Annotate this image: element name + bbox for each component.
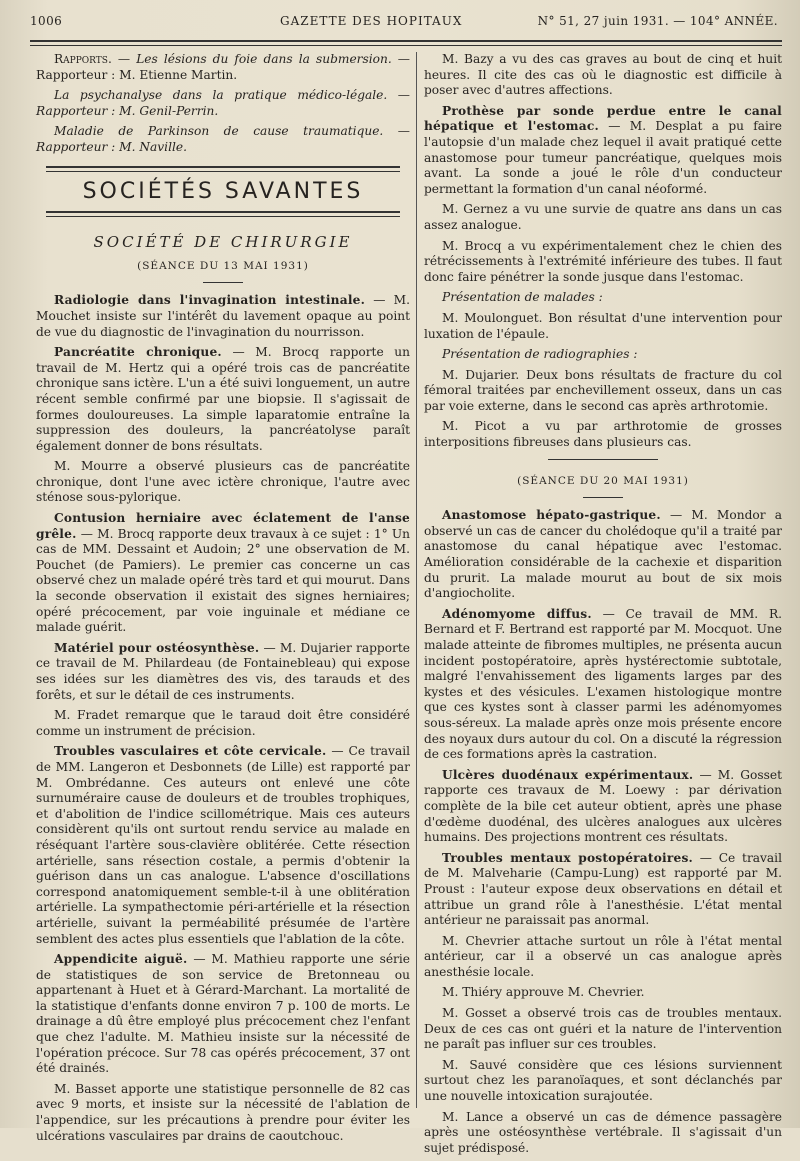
seance-date: (SÉANCE DU 13 MAI 1931): [137, 259, 309, 272]
article-troubles-mentaux: Troubles mentaux postopératoires. — Ce travail de M. Malveharie (Campu-Lung) est rapporté par M. Proust : l'auteur expose deux observations en détail et attribue un grand rôle à l'anesthésie. L'état mental antérieur ne paraissait pas anormal.: [424, 850, 782, 928]
article-paragraph: M. Bazy a vu des cas graves au bout de cinq et huit heures. Il cite des cas où le diagnostic est difficile à poser avec d'autres affections.: [424, 52, 782, 98]
article-troubles-vasculaires: Troubles vasculaires et côte cervicale. — Ce travail de MM. Langeron et Desbonnets (de Lille) est rapporté par M. Ombrédanne. Ces auteurs ont enlevé une côte surnuméraire cause de douleurs et de troubles trophiques, et d'abolition de l'indice scillométrique. Mais ces auteurs considèrent qu'ils ont surtout rendu service au malade en réséquant l'artère sous-clavière oblitérée. Cette résection artérielle, sans résection costale, a permis d'obtenir la guérison dans un cas analogue. L'absence d'oscillations correspond anatomiquement semble-t-il à une oblitération artérielle. La sympathectomie péri-artérielle et la résection artérielle, suivant la perméabilité présumée de l'artère semblent des actes plus essentiels que l'ablation de la côte.: [36, 744, 411, 946]
article-paragraph: M. Gosset a observé trois cas de troubles mentaux. Deux de ces cas ont guéri et la nature de l'intervention ne paraît pas influer sur ces troubles.: [424, 1006, 782, 1052]
article-radiologie: Radiologie dans l'invagination intestinale. — M. Mouchet insiste sur l'intérêt du lavement opaque au point de vue du diagnostic de l'invagination du nourrisson.: [36, 293, 410, 339]
page-header: [30, 10, 788, 36]
article-paragraph: M. Chevrier attache surtout un rôle à l'état mental antérieur, car il a observé un cas analogue après anesthésie locale.: [424, 933, 782, 979]
article-prothese: Prothèse par sonde perdue entre le canal hépatique et l'estomac. — M. Desplat a pu faire l'autopsie d'un malade chez lequel il avait pratiqué cette anastomose pour tumeur pancréatique, quelques mois avant. La sonde a joué le rôle d'un conducteur permettant la formation d'un canal néoformé.: [424, 103, 782, 196]
article-paragraph: M. Dujarier. Deux bons résultats de fracture du col fémoral traitées par enchevillement osseux, dans un cas par voie externe, dans le second cas après arthrotomie.: [424, 367, 782, 413]
double-rule: [46, 211, 400, 217]
article-paragraph: M. Gernez a vu une survie de quatre ans dans un cas assez analogue.: [424, 202, 782, 232]
double-rule: [46, 166, 400, 172]
rapport-3: Maladie de Parkinson de cause traumatique. — Rapporteur : M. Naville.: [36, 124, 410, 154]
short-rule: [583, 497, 623, 498]
article-paragraph: M. Lance a observé un cas de démence passagère après une ostéosynthèse vertébrale. Il s'agissait d'un sujet prédisposé.: [424, 1109, 782, 1155]
separator-rule: [548, 459, 658, 460]
journal-title: GAZETTE DES HOPITAUX: [280, 14, 463, 28]
presentation-heading: Présentation de radiographies :: [442, 347, 638, 362]
left-column: [36, 52, 410, 1149]
article-paragraph: M. Moulonguet. Bon résultat d'une intervention pour luxation de l'épaule.: [424, 310, 782, 341]
article-contusion: Contusion herniaire avec éclatement de l'anse grêle. — M. Brocq rapporte deux travaux à ce sujet : 1° Un cas de MM. Dessaint et Audoin; 2° une observation de M. Pouchet (de Pamiers). Le premier cas concerne un cas observé chez un malade opéré très tard et qui mourut. Dans la seconde observation il existait des signes herniaires; opéré précocement, par voie inguinale et médiane ce malade guérit.: [36, 511, 410, 635]
article-paragraph: M. Picot a vu par arthrotomie de grosses interpositions fibreuses dans plusieurs cas.: [424, 419, 782, 450]
presentation-heading: Présentation de malades :: [442, 290, 603, 305]
rapport-1: Rapports. — Les lésions du foie dans la submersion. — Rapporteur : M. Etienne Martin.: [36, 52, 410, 82]
article-paragraph: M. Basset apporte une statistique personnelle de 82 cas avec 9 morts, et insiste sur la nécessité de l'ablation de l'appendice, sur les précautions à prendre pour éviter les ulcérations vasculaires par drains de caoutchouc.: [36, 1081, 410, 1143]
rapport-2: La psychanalyse dans la pratique médico-légale. — Rapporteur : M. Genil-Perrin.: [36, 88, 410, 118]
issue-info: N° 51, 27 juin 1931. — 104° ANNÉE.: [537, 14, 778, 28]
column-divider: [416, 52, 417, 1108]
article-anastomose: Anastomose hépato-gastrique. — M. Mondor a observé un cas de cancer du cholédoque qu'il a traité par anastomose du canal hépatique avec l'estomac. Amélioration considérable de la cachexie et disparition du prurit. La malade mourut au bout de six mois d'angiocholite.: [424, 508, 782, 601]
article-paragraph: M. Mourre a observé plusieurs cas de pancréatite chronique, dont l'une avec ictère chronique, l'autre avec sténose sous-pylorique.: [36, 459, 410, 505]
section-title: SOCIÉTÉS SAVANTES: [82, 178, 364, 204]
article-paragraph: M. Thiéry approuve M. Chevrier.: [442, 985, 645, 1000]
article-paragraph: M. Brocq a vu expérimentalement chez le chien des rétrécissements à l'extrémité inférieure des tubes. Il faut donc faire pénétrer la sonde jusque dans l'estomac.: [424, 238, 782, 284]
society-title: SOCIÉTÉ DE CHIRURGIE: [93, 233, 353, 252]
article-appendicite: Appendicite aiguë. — M. Mathieu rapporte une série de statistiques de son service de Bretonneau ou appartenant à Huet et à Gérard-Marchant. La mortalité de la statistique d'enfants donne environ 7 p. 100 de morts. Le drainage a dû être employé plus précocement chez l'enfant que chez l'adulte. M. Mathieu insiste sur la nécessité de l'opération précoce. Sur 78 cas opérés précocement, 37 ont été drainés.: [36, 952, 410, 1076]
article-adenomyome: Adénomyome diffus. — Ce travail de MM. R. Bernard et F. Bertrand est rapporté par M. Mocquot. Une malade atteinte de fibromes multiples, ne présenta aucun incident postopératoire, après hystérectomie subtotale, malgré l'envahissement des ligaments larges par des kystes et des vésicules. L'examen histologique montre que ces kystes sont à classer parmi les adénomyomes sous-séreux. La malade après onze mois présente encore des noyaux durs autour du col. On a discuté la régression de ces formations après la castration.: [424, 606, 782, 762]
page-number: 1006: [30, 14, 63, 28]
article-paragraph: M. Fradet remarque que le taraud doit être considéré comme un instrument de précision.: [36, 708, 410, 738]
article-materiel: Matériel pour ostéosynthèse. — M. Dujarier rapporte ce travail de M. Philardeau (de Fontainebleau) qui expose ses idées sur les diamètres des vis, des tarauds et des forêts, et sur le détail de ces instruments.: [36, 640, 410, 702]
article-ulceres: Ulcères duodénaux expérimentaux. — M. Gosset rapporte ces travaux de M. Loewy : par dérivation complète de la bile cet auteur obtient, après une phase d'œdème duodénal, des ulcères analogues aux ulcères humains. Des projections montrent ces résultats.: [424, 767, 782, 845]
seance-date: (SÉANCE DU 20 MAI 1931): [517, 474, 689, 487]
short-rule: [203, 282, 243, 283]
right-column: [424, 52, 782, 1161]
article-pancreatite: Pancréatite chronique. — M. Brocq rapporte un travail de M. Hertz qui a opéré trois cas de pancréatite chronique sans ictère. L'un a été suivi longuement, un autre récent semble confirmé par une biopsie. Il s'agissait de formes douloureuses. La simple laparatomie entraîne la suppression des douleurs, la pancréatolyse paraît également donner de bons résultats.: [36, 345, 410, 453]
article-paragraph: M. Sauvé considère que ces lésions surviennent surtout chez les paranoïaques, et sont déclanchés par une nouvelle intoxication surajoutée.: [424, 1057, 782, 1104]
header-rule-thin: [30, 45, 782, 46]
header-rule: [30, 40, 782, 42]
